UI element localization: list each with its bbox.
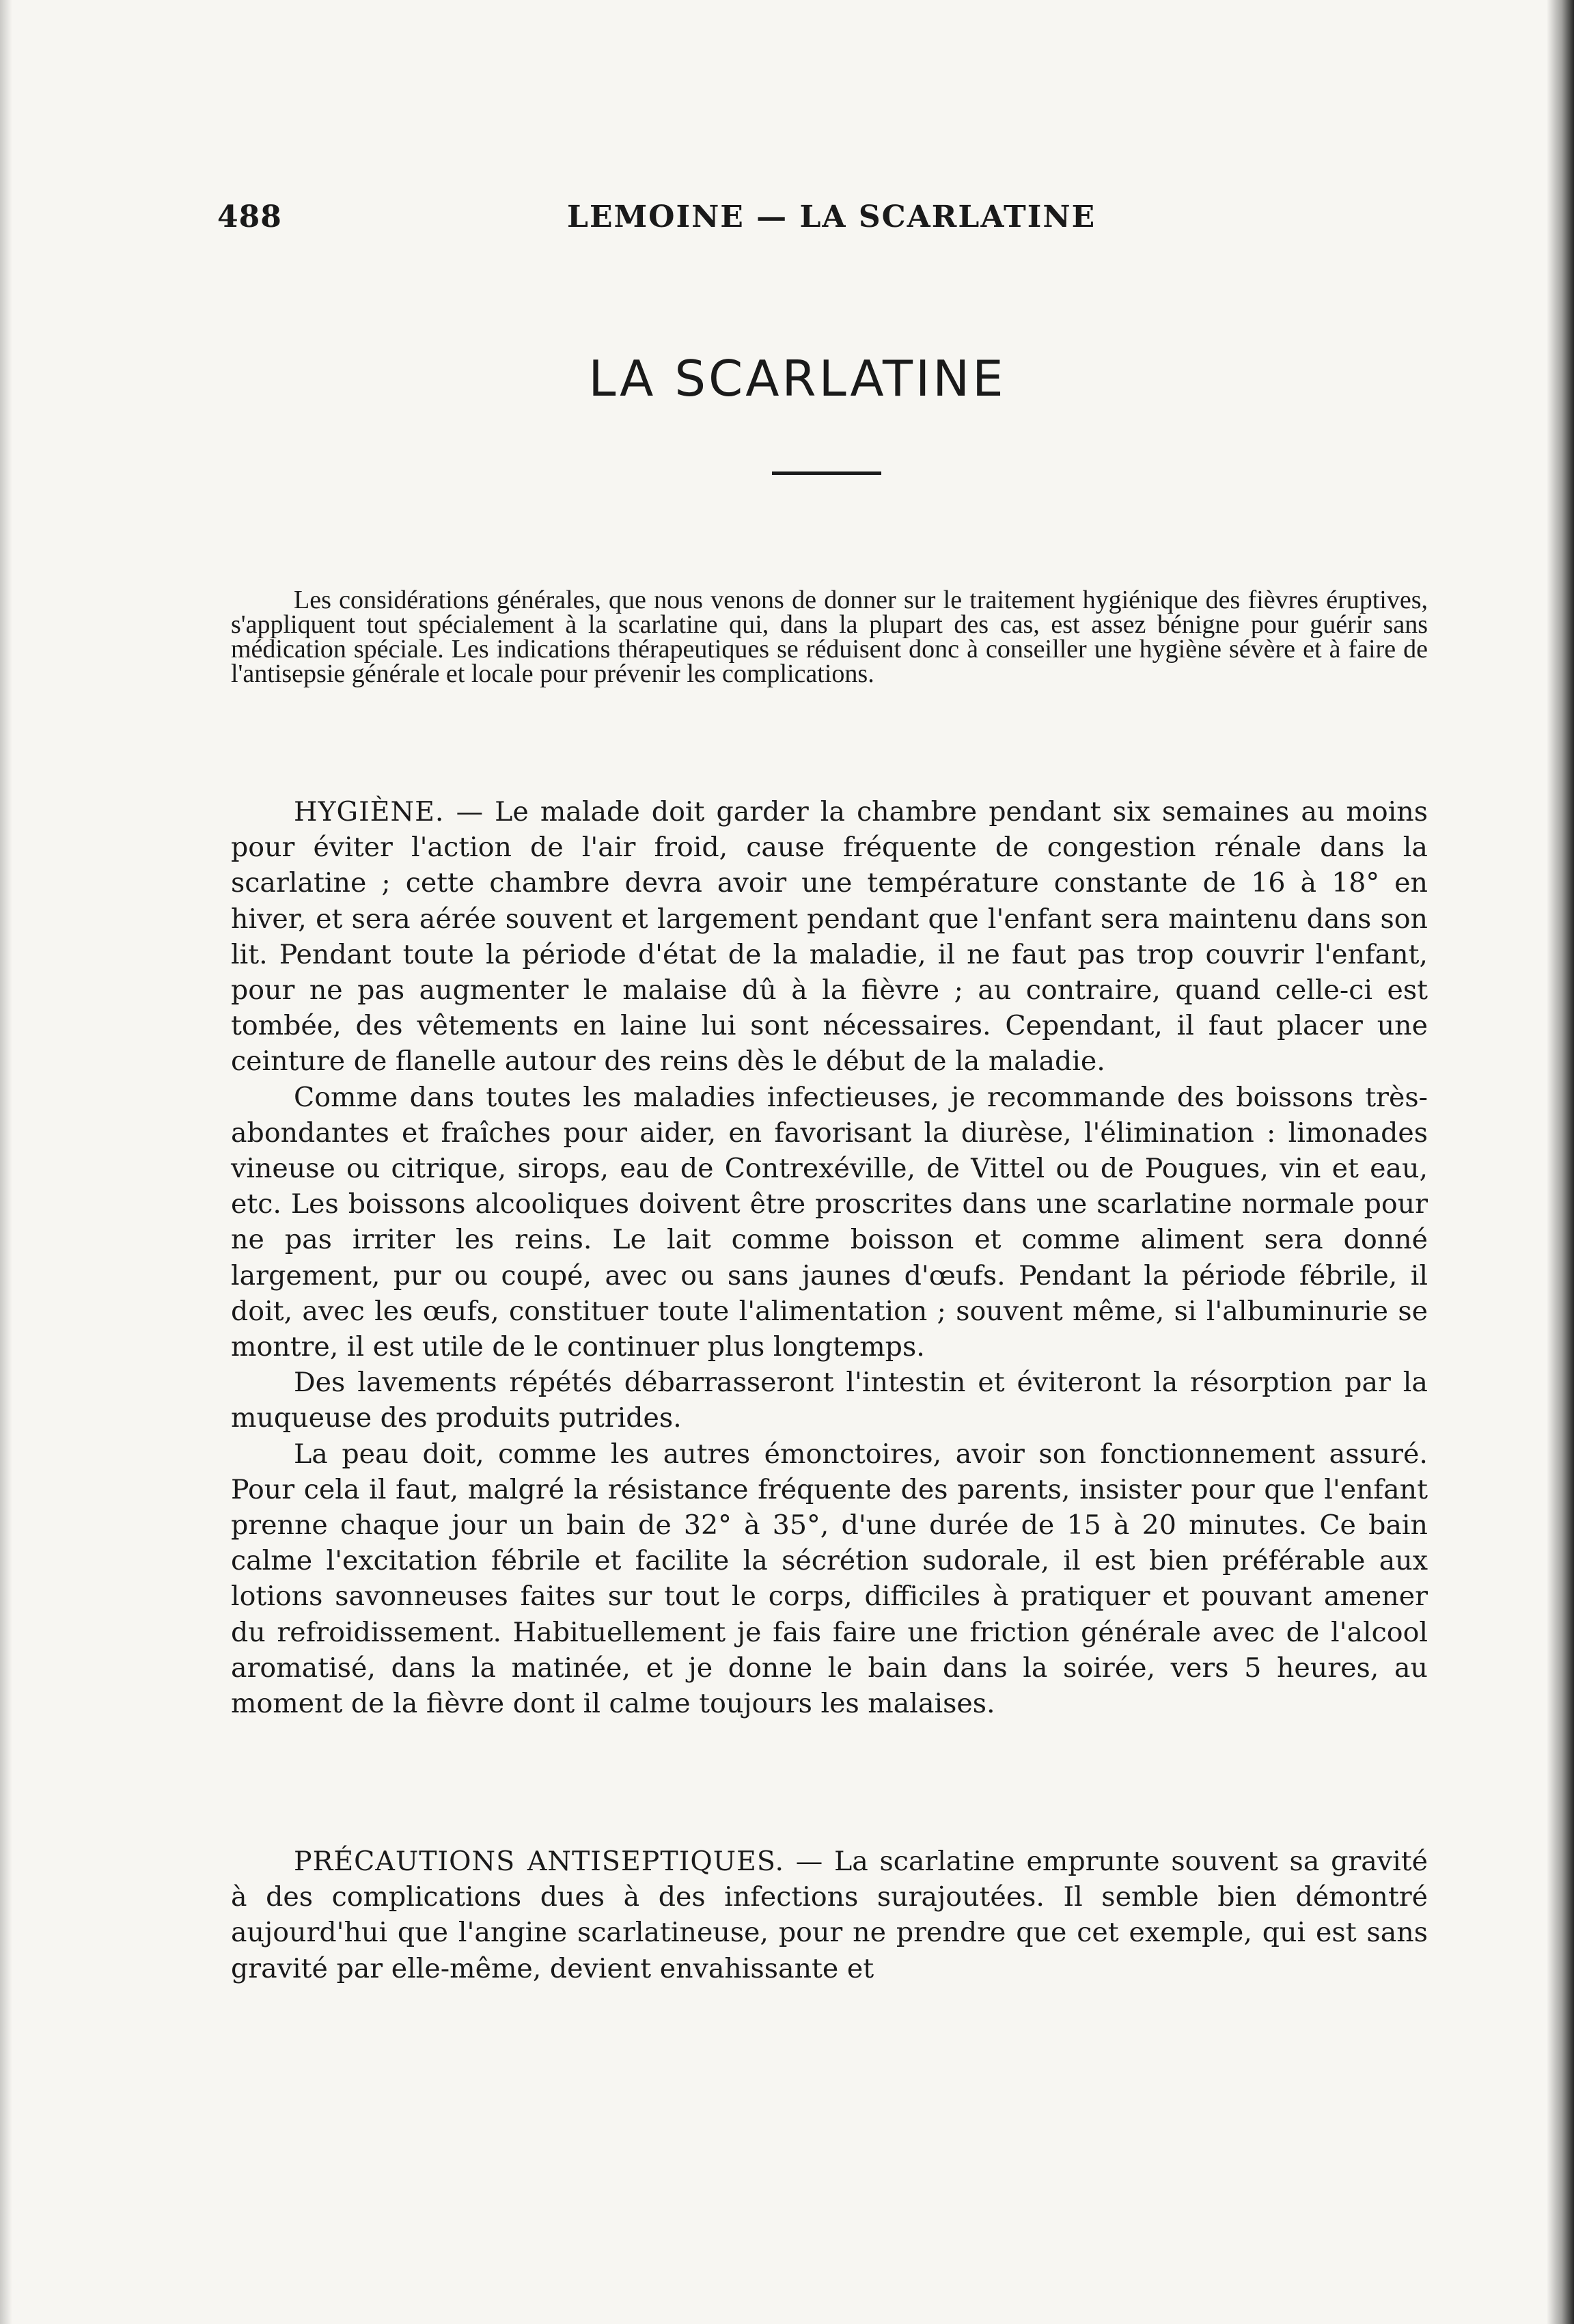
precautions-heading: PRÉCAUTIONS ANTISEPTIQUES. [294, 1846, 785, 1877]
chapter-title: LA SCARLATINE [588, 350, 1006, 407]
precautions-text: — La scarlatine emprunte souvent sa gravité à des complications dues à des infections surajoutées. Il semble bien démontré aujourd'hui que l'angine scarlatineuse, pour ne prendre que cet exemple, qui est sans gravité par elle-même, devient envahissante et [231, 1846, 1428, 1984]
hygiene-paragraph-3: Des lavements répétés débarrasseront l'intestin et éviteront la résorption par la muqueuse des produits putrides. [231, 1367, 1428, 1434]
hygiene-paragraph-1-text: — Le malade doit garder la chambre pendant six semaines au moins pour éviter l'action de l'air froid, cause fréquente de congestion rénale dans la scarlatine ; cette chambre devra avoir une température constante de 16 à 18° en hiver, et sera aérée souvent et largement pendant que l'enfant sera maintenu dans son lit. Pendant toute la période d'état de la maladie, il ne faut pas trop couvrir l'enfant, pour ne pas augmenter le malaise dû à la fièvre ; au contraire, quand celle-ci est tombée, des vêtements en laine lui sont nécessaires. Cependant, il faut placer une ceinture de flanelle autour des reins dès le début de la maladie. [231, 796, 1428, 1078]
hygiene-section [231, 794, 1428, 1721]
precautions-paragraph [231, 1844, 1428, 1986]
page-number: 488 [217, 200, 282, 234]
intro-text: Les considérations générales, que nous venons de donner sur le traitement hygiénique des fièvres éruptives, s'appliquent tout spécialement à la scarlatine qui, dans la plupart des cas, est assez bénigne pour guérir sans médication spéciale. Les indications thérapeutiques se réduisent donc à conseiller une hygiène sévère et à faire de l'antisepsie générale et locale pour prévenir les complications. [231, 586, 1428, 688]
hygiene-paragraph-4: La peau doit, comme les autres émonctoires, avoir son fonctionnement assuré. Pour cela il faut, malgré la résistance fréquente des parents, insister pour que l'enfant prenne chaque jour un bain de 32° à 35°, d'une durée de 15 à 20 minutes. Ce bain calme l'excitation fébrile et facilite la sécrétion sudorale, il est bien préférable aux lotions savonneuses faites sur tout le corps, difficiles à pratiquer et pouvant amener du refroidissement. Habituellement je fais faire une friction générale avec de l'alcool aromatisé, dans la matinée, et je donne le bain dans la soirée, vers 5 heures, au moment de la fièvre dont il calme toujours les malaises. [231, 1438, 1428, 1720]
scan-shadow-right [1547, 0, 1574, 2324]
hygiene-heading: HYGIÈNE. [294, 796, 445, 828]
precautions-section [231, 1844, 1428, 1986]
intro-paragraph [231, 588, 1428, 686]
hygiene-paragraph-1 [231, 794, 1428, 1080]
scan-shadow-left [0, 0, 12, 2324]
hygiene-paragraph-2: Comme dans toutes les maladies infectieuses, je recommande des boissons très-abondantes et fraîches pour aider, en favorisant la diurèse, l'élimination : limonades vineuse ou citrique, sirops, eau de Contrexéville, de Vittel ou de Pougues, vin et eau, etc. Les boissons alcooliques doivent être proscrites dans une scarlatine normale pour ne pas irriter les reins. Le lait comme boisson et comme aliment sera donné largement, pur ou coupé, avec ou sans jaunes d'œufs. Pendant la période fébrile, il doit, avec les œufs, constituer toute l'alimentation ; souvent même, si l'albuminurie se montre, il est utile de le continuer plus longtemps. [231, 1081, 1428, 1363]
running-head: LEMOINE — LA SCARLATINE [567, 200, 1096, 234]
title-divider [772, 471, 881, 475]
